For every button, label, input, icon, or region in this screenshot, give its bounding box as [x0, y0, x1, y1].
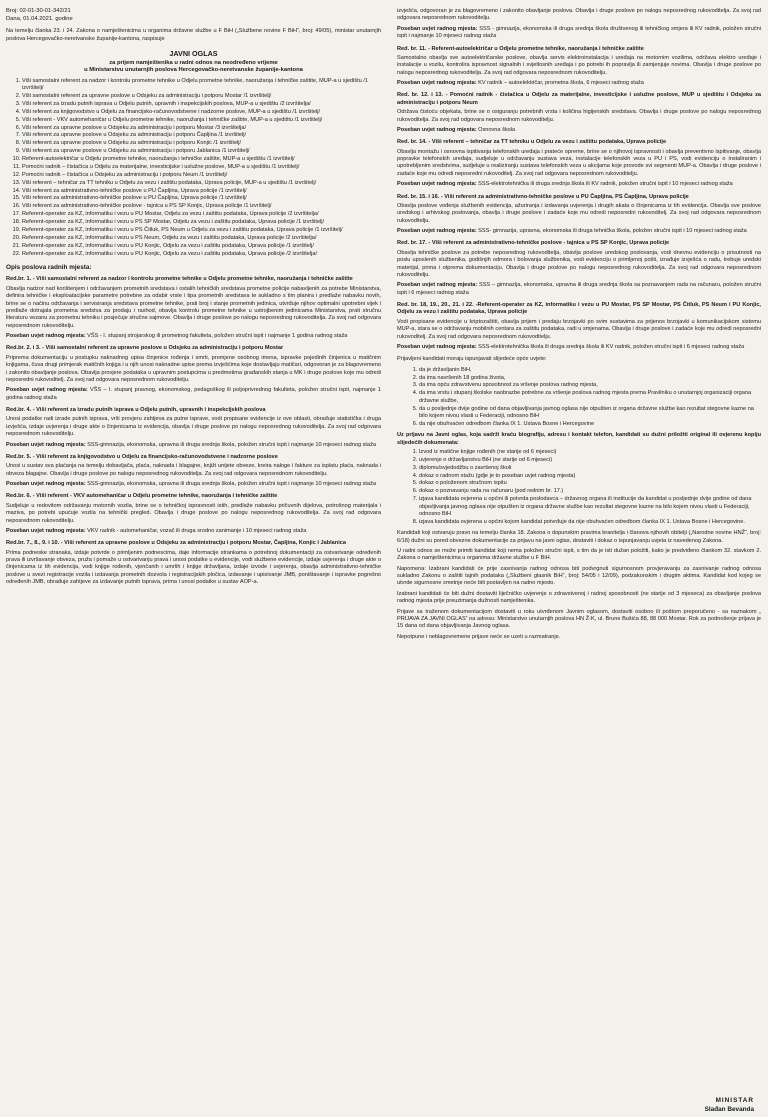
requirement-text: VŠS – I. stupanj pravnog, ekonomskog, pedagoškog ili poljoprivrednog fakulteta, položen stručni ispit, najmanje 1 godina radnog staža: [6, 387, 381, 401]
job-heading: Red.br. 6. - Viši referent - VKV automehaničar u Odjelu prometne tehnike, naoružanja i tehničke zaštite: [6, 493, 278, 500]
requirement-text: SSS-gimnazija, ekonomska, upravna ili druga srednja škola, položen stručni ispit i najmanje 10 mjeseci radnog staža: [87, 481, 376, 488]
position-item: 22. Referent-operater za KZ, informatiku i vezu u PU Konjic, Odjelu za vezu i zaštitu podataka, Uprava policije /2 izvršitelja/: [22, 251, 381, 258]
general-conditions-intro: Prijavljeni kandidati moraju ispunjavati slijedeće opće uvjete:: [397, 356, 547, 363]
job-body: Unosi podatke radi izrade putnih isprava, vrši provjeru zahtjeva za putne isprave, vodi propisane evidencije iz ove oblasti, obrađuje statistička i druga izvješća, izdaje uvjerenja i druge akte o činjenicama iz evidencija, obavlja i druge poslove po nalogu neposrednog rukovoditelja. Za svoj rad odgovara neposrednom rukovoditelju.: [6, 416, 381, 438]
position-item: 2. Viši samostalni referent za upravne poslove u Odsjeku za administraciju i potporu Mostar /1 izvršitelj/: [22, 93, 381, 100]
job-heading: Red. br. 12. i 13. - Pomoćni radnik - čistačica u Odjelu za materijalne, investicijske i uslužne poslove, MUP u sjedištu i Odsjeku za administraciju i potporu Neum: [397, 92, 761, 106]
document-item: 3. diplomu/svjedodžbu o završenoj školi: [419, 465, 761, 472]
job-description-block: [397, 240, 761, 297]
job-description-block: [397, 46, 761, 88]
reference-number: Broj: 02-01-30-01-342/21: [6, 8, 71, 14]
closing-paragraph: Izabrani kandidati će biti dužni dostaviti liječničko uvjerenje o zdravstvenoj i radnoj sposobnosti (ne starije od 3 mjeseca) za obavljanje poslova radnog mjesta prije preuzimanja dužnosti namještenika.: [397, 590, 761, 605]
job-requirement: [397, 127, 761, 134]
position-item: 8. Viši referent za upravne poslove u Odsjeku za administraciju i potporu Konjic /1 izvršitelj/: [22, 140, 381, 147]
position-item: 18. Referent-operater za KZ, informatiku i vezu u PS SP Mostar, Odjelu za vezu i zaštitu podataka, Uprava policije /1 izvršitelj/: [22, 219, 381, 226]
section-heading: Opis poslova radnih mjesta:: [6, 263, 92, 271]
document-item: 4. dokaz o radnom stažu (gdje je to poseban uvjet radnog mjesta): [419, 473, 761, 480]
position-item: 21. Referent-operater za KZ, informatiku i vezu u PU Konjic, Odjelu za vezu i zaštitu podataka, Uprava policije /1 izvršitelj/: [22, 243, 381, 250]
document-item: 1. Izvod iz matične knjige rođenih (ne starije od 6 mjeseci): [419, 449, 761, 456]
requirement-text: SSS - gimnazija, ekonomska ili druga srednja škola društvenog ili tehničkog smjera ili KV radnik, položen stručni ispit i najmanje 10 mjeseci radnog staža: [397, 25, 761, 40]
position-item: 19. Referent-operater za KZ, informatiku i vezu u PS Čitluk, PS Neum u Odjelu za vezu i zaštitu podataka, Uprava policije /1 izvršitelj/: [22, 227, 381, 234]
requirement-text: VKV radnik - automehaničar, vozač ili druga srodno zanimanje i 10 mjeseci radnog staža: [87, 527, 307, 534]
job-requirement: [397, 344, 761, 351]
job-body: Priprema dokumentaciju u postupku naknadnog upisa činjenice rođenja i smrti, promjene osobnog imena, ispravke pojedinih činjenica u matičnim knjigama, čuva drugi primjerak matičnih knjiga i u njih unosi naknadne upise prema izvješćima koje dostavljaju matičari, odgovoran je za blagovremeno i zakonito obavljanje poslova. Obavlja provjere podataka u upravnim postupcima u predmetima građanskih stanja u MK i druge poslove koje mu odredi neposredni rukovoditelj. Za svoj rad odgovara neposrednom rukovoditelju.: [6, 354, 381, 383]
requirement-text: SSS-elektrotehnička ili druga srednja škola ili KV radnik, položen stručni ispit i 10 mjeseci radnog staža: [478, 181, 733, 188]
position-item: 17. Referent-operater za KZ, informatiku i vezu u PU Mostar, Odjelu za vezu i zaštitu podataka, Uprava policije /2 izvršitelja/: [22, 211, 381, 218]
document-subtitle-2: u Ministarstvu unutarnjih poslova Hercegovačko-neretvanske županije-kantona: [84, 67, 303, 74]
position-item: 13. Viši referent – tehničar za TT tehniku u Odjelu za vezu i zaštitu podataka, Uprava policije, MUP-a u sjedištu /1 izvršitelj/: [22, 180, 381, 187]
job-body: Sudjeluje u redovitom održavanju motornih vozila, brine se o tehničkoj ispravnosti istih, predlaže nabavku pričuvnih dijelova, potrošnog materijala i maziva, po potrebi upućuje vozila na tehnički pregled. Obavlja i druge poslove po nalogu neposrednog rukovoditelja. Za svoj rad odgovara neposrednom rukovoditelju.: [6, 502, 381, 524]
job-body: Vodi propisane evidencije u kriptozaštiti, obavlja prijem i predaju brzojavki po svim sustavima za prijenos brzojavki u komunikacijskom sistemu MUP-a, stara se o održavanju mobilnih centara za zaštitu podataka, radi u smjenama. Obavlja i druge poslove i zadaće koje mu odredi neposredni rukovoditelj. Za svoj rad odgovara neposrednom rukovoditelju.: [397, 318, 761, 340]
job-requirement: [6, 528, 381, 535]
document-item: 7. izjava kandidata ovjerena u općini ili potvrda poslodavca – državnog organa ili institucije da kandidat u posljednje dvije godine od dana objavljivanja javnog oglasa nije otpušten iz organa državne službe kao rezultat stegovne kazne na bilo kojem nivou vlasti u Federaciji, odnosno BiH: [419, 496, 761, 518]
job-heading: Red. br. 15. i 16. - Viši referent za administrativno-tehničke poslove u PU Čapljina, PS Čapljina, Uprava policije: [397, 193, 689, 200]
job-body: Prima podneske stranaka, izdaje potvrde o primljenim podnescima, daje informacije strankama o potrebnoj dokumentaciji za ostvarivanje određenih prava ili izvršavanje obveza, pruža i pomaže u ostvarivanju prava i unosi podatke u evidencije, vodi službene evidencije, izdaje uvjerenja i druge akte o činjenicama iz tih evidencija, vodi knjige rođenih, vjenčanih i umrlih i knjige državljana, izdaje izvode i uvjerenja, obavlja administrativno-tehničke poslove u svezi registracije vozila i izdavanja prometnih dozvola i registracijskih pločica, izdavanje i upisivanje JMB, poništavanje i ispravke pogrešno određenih JMB, obrađuje zahtjeve za izdavanje putnih isprava, prima i unosi podatke u sustav AOP-a.: [6, 549, 381, 586]
position-item: 14. Viši referent za administrativno-tehničke poslove u PU Čapljina, Uprava policije /1 izvršitelj/: [22, 188, 381, 195]
position-item: 7. Viši referent za upravne poslove u Odsjeku za administraciju i potporu Čapljina /1 izvršitelj/: [22, 132, 381, 139]
positions-list: [6, 78, 381, 258]
job-requirement: [6, 387, 381, 402]
position-item: 12. Pomoćni radnik – čistačica u Odsjeku za administraciju i potporu Neum /1 izvršitelj/: [22, 172, 381, 179]
requirement-label: Poseban uvjet radnog mjesta:: [397, 181, 477, 188]
job-description-block: [6, 493, 381, 535]
requirement-text: SSS – gimnazija, ekonomska, upravna ili druga srednja škola sa poznavanjem rada na računaru, položen stručni ispit i 6 mjeseci radnog staža: [397, 282, 761, 296]
requirement-label: Poseban uvjet radnog mjesta:: [397, 126, 477, 133]
condition-item: 6. da nije obuhvaćen odredbom članka IX 1. Ustava Bosne i Hercegovine: [419, 421, 761, 428]
requirement-label: Poseban uvjet radnog mjesta:: [6, 441, 86, 448]
job-requirement: [397, 80, 761, 87]
job-body: Obavlja montažu i osnovna ispitivanja telefonskih uređaja i pratećе opreme, brine se o njihovoj ispravnosti i obavlja preventivno ispitivanje, obavlja popravke telefonskih uređaja, sudjeluje u održavanju sustava veza, instalacije telefonskih veza u PU i PS, vodi evidenciju o instaliranim i upotrebljenim sredstvima, sudjeluje u realiziranju sustava telefonskih veza u akcijama koje provode svi segmenti MUP-a. Obavlja i druge poslove i zadaće koje mu odredi neposredni rukovoditelj. Za svoj rad odgovara neposrednom rukovoditelju.: [397, 148, 761, 177]
position-item: 3. Viši referent za izradu putnih isprava u Odjelu putnih, upravnih i inspekcijskih poslova, MUP-a u sjedištu /2 izvršitelja/: [22, 101, 381, 108]
condition-item: 1. da je državljanin BiH,: [419, 367, 761, 374]
job-requirement: [6, 333, 381, 340]
continued-paragraph: izvješća, odgovoran je za blagovremeno i zakonito obavljanje poslova. Obavlja i druge poslove po nalogu neposrednog rukovoditelja. Za svoj rad odgovara neposrednom rukovoditelju.: [397, 8, 761, 22]
requirement-text: SSS- gimnazija, upravna, ekonomska ili druga tehnička škola, položen stručni ispit i 10 mjeseci radnog staža: [478, 228, 747, 234]
requirement-label: Poseban uvjet radnog mjesta:: [397, 25, 478, 32]
position-item: 6. Viši referent za upravne poslove u Odsjeku za administraciju i potporu Mostar /3 izvršitelja/: [22, 125, 381, 132]
job-heading: Red.br. 1. - Viši samostalni referent za nadzor i kontrolu prometne tehnike u Odjelu prometne tehnike, naoružanja i tehničke zaštite: [6, 276, 353, 283]
position-item: 9. Viši referent za upravne poslove u Odsjeku za administraciju i potporu Jablanica /1 izvršitelj/: [22, 148, 381, 155]
documents-list: [397, 449, 761, 526]
job-body: Samostalno obavlja sve autoelektričarske poslove, obavlja servis elektroinstalacija i uređaja na motornim vozilima, održava elektro uređaje i instalacije u vozilu, kontrolira ispravnost signalnih i svjetlosnih uređaja i po potrebi ih popravlja ili zamjenjuje novima. Obavlja i druge poslove po nalogu neposrednog rukovoditelja. Za svoj rad odgovara neposrednom rukovoditelju.: [397, 54, 761, 76]
job-description-block: [6, 345, 381, 402]
condition-item: 5. da u posljednje dvije godine od dana objavljivanja javnog oglasa nije otpušten iz organa državne službe kao rezultat stegovne kazne na bilo kojem nivou vlasti u Federaciji, odnosno BiH: [419, 406, 761, 421]
document-item: 2. uvjerenje o državljanstvu BiH (ne starije od 6 mjeseci): [419, 457, 761, 464]
condition-item: 3. da ima opću zdravstvenu sposobnost za vršenje poslova radnog mjesta,: [419, 382, 761, 389]
job-description-block: [397, 92, 761, 134]
requirement-label: Poseban uvjet radnog mjesta:: [397, 228, 477, 234]
job-heading: Red. br. 18, 19., 20., 21. i 22. -Referent-operater za KZ, informatiku i vezu u PU Mostar, PS SP Mostar, PS Čitluk, PS Neum i PU Konjic, Odjelu za vezu i zaštitu podataka, Uprava policije: [397, 302, 761, 316]
position-item: 4. Viši referent za knjigovodstvo u Odjelu za financijsko-računovodstvene i nadzorne poslove, MUP-a u sjedištu /1 izvršitelj/: [22, 109, 381, 116]
document-item: 5. dokaz o položenom stručnom ispitu: [419, 480, 761, 487]
position-item: 11. Pomoćni radnik – čistačica u Odjelu za materijalne, investicijske i uslužne poslove, MUP-a u sjedištu /1 izvršitelj/: [22, 164, 381, 171]
closing-paragraph: U radni odnos se može primiti kandidat koji nema položen stručni ispit, s tim da je isti dužan položiti, kako je predviđeno člankom 32. stavkom 2. Zakona o namještenicima u organima državne službe u F BiH.: [397, 547, 761, 562]
condition-item: 4. da ima vrstu i stupanj školske naobrazbe potrebne za vršenje poslova radnog mjesta prema Pravilniku o unutarnjoj organizaciji organa državne službe,: [419, 390, 761, 405]
job-body: Obavlja tehničke poslove za potrebe neposrednog rukovoditelja, obavlja poslove uredskog poslovanja, vodi dnevnu evidenciju o prisutnosti na poslu uposlenih službenika, godišnjih odmora i bolovanja službenika, vodi evidenciju o primljenoj pošti, izrađuje izvješća o radu, trebuje uredski materijal, prima i otprema dokumentaciju. Obavlja i druge poslove po nalogu neposrednog rukovoditelja. Za svoj rad odgovara neposrednom rukovoditelju.: [397, 249, 761, 278]
job-heading: Red.br. 7., 8., 9. i 10. - Viši referent za upravne poslove u Odsjeku za administraciju i potporu Mostar, Čapljina, Konjic i Jablanica: [6, 540, 346, 547]
job-requirement: [6, 442, 381, 449]
documents-intro: Uz prijavu na Javni oglas, koja sadrži kraću biografiju, adresu i kontakt telefon, kandidati su dužni priložiti original ili ovjerenu kopiju slijedećih dokumenata:: [397, 432, 761, 446]
requirement-label: Poseban uvjet radnog mjesta:: [6, 527, 86, 534]
job-heading: Red.br. 2. i 3. - Viši samostalni referent za upravne poslove u Odsjeku za administraciju i potporu Mostar: [6, 345, 284, 352]
document-title: JAVNI OGLAS: [169, 49, 218, 59]
position-item: 20. Referent-operater za KZ, informatiku i vezu u PS Neum, Odjelu za vezu i zaštitu podataka, Uprava policije /2 izvršitelja/: [22, 235, 381, 242]
job-description-block: [6, 276, 381, 340]
job-body: Obavlja poslove vođenja službenih evidencija, ažuriranja i izdavanja uvjerenja i drugih akata o činjenicama iz tih evidencija. Obavlja sve poslove uredskog i arhivskog poslovanja, obavlja i druge poslove i zadaće koje mu odredi neposredni rukovoditelj. Za svoj rad odgovara neposrednom rukovoditelju.: [397, 202, 761, 224]
job-description-block: [397, 302, 761, 351]
job-requirement: [397, 26, 761, 41]
job-description-block: [6, 540, 381, 586]
closing-paragraph: Prijave sa traženom dokumentacijom dostaviti u roku utvrđenom Javnim oglasom, dostaviti osobno ili poštom preporučeno - sa naznakom „ PRIJAVA ZA JAVNI OGLAS“ na adresu: Ministarstvo unutarnjih poslova HN Ž-K, ul. Brune Bušića 88, 88 000 Mostar. Rok za podnošenje prijava je 15 dana od dana objavljivanja Javnog oglasa.: [397, 608, 761, 630]
job-requirement: [397, 181, 761, 188]
requirement-text: Osnovna škola: [478, 126, 516, 133]
requirement-label: Poseban uvjet radnog mjesta:: [6, 387, 88, 394]
job-description-block: [397, 194, 761, 236]
left-column: [6, 8, 381, 1091]
job-description-block: [6, 454, 381, 489]
requirement-label: Poseban uvjet radnog mjesta:: [397, 282, 478, 289]
requirement-label: Poseban uvjet radnog mjesta:: [397, 343, 477, 350]
position-item: 15. Viši referent za administrativno-tehničke poslove u PU Čapljina, Uprava policije /1 izvršitelj/: [22, 195, 381, 202]
job-body: Obavlja nadzor nad korištenjem i održavanjem prometnih sredstava i ostalih tehničkih sredstava prometne policije nabavljenih za potrebe Ministarstva, definira tehničke i eksploatacijske parametre potrebne za odabir vrste i tipa prometnih sredstava te sukladno s tim planira i predlaže nabavku novih, brine se o načinu održavanja i servisiranja sredstava prometne tehnike, prati broj i stanje prometnih jedinica, utvrđuje njihov optimalni upotrebni vijek i predlaže dotrajala prometna sredstva za prodaju i rashod, obavlja kontrolu prometne tehnike u ustrojbenim jedinicama Ministarstva, prati stručnu literaturu vezanu za prometnu tehniku i posjećuje stručne sajmove. Obavlja i druge poslove po nalogu neposrednog rukovoditelja. Za svoj rad odgovara neposrednom rukovoditelju.: [6, 285, 381, 329]
requirement-label: Poseban uvjet radnog mjesta:: [397, 80, 477, 86]
closing-paragraph: Napomena: Izabrani kandidati će prije zasnivanja radnog odnosa biti podvrgnuti sigurnosnom provjeravanju za zasnivanje radnog odnosa sukladno Zakonu o zaštiti tajnih podataka („Službeni glasnik BiH“, broj: 54/05 i 12/09), podzakonskim i drugim aktima. Kandidat kod kojeg se utvrde sigurnosne smetnje neće biti postavljen na radno mjesto.: [397, 565, 761, 587]
requirement-label: Poseban uvjet radnog mjesta:: [6, 481, 86, 488]
requirement-text: SSS-elektrotehnička škola ili druga srednja škola ili KV radnik, položen stručni ispit i 6 mjeseci radnog staža: [478, 343, 745, 350]
general-conditions-list: [397, 367, 761, 429]
job-heading: Red. br. 14. - Viši referent – tehničar za TT tehniku u Odjelu za vezu i zaštitu podataka, Uprava policije: [397, 139, 667, 146]
position-item: 10. Referent-autoelektričar u Odjelu prometne tehnike, naoružanja i tehničke zaštite, MUP-a u sjedištu /1 izvršitelj/: [22, 156, 381, 163]
requirement-label: Poseban uvjet radnog mjesta:: [6, 333, 86, 340]
intro-paragraph: Na temelju članka 23. i 24. Zakona o namještenicima u organima državne službe u F BiH („Službene novine F BiH“, broj: 49/05), ministar unutarnjih poslova Hercegovačko-neretvanske županije-kantona, raspisuje: [6, 28, 381, 42]
position-item: 5. Viši referent - VKV automehaničar u Odjelu prometne tehnike, naoružanja i tehničke zaštite, MUP-a u sjedištu /1 izvršitelj/: [22, 117, 381, 124]
job-heading: Red. br. 11. - Referent-autoelektričar u Odjelu prometne tehnike, naoružanja i tehničke zaštite: [397, 45, 644, 52]
document-date: Dana, 01.04.2021. godine: [6, 15, 73, 22]
job-heading: Red. br. 17. - Viši referent za administrativno-tehničke poslove - tajnica u PS SP Konjic, Uprava policije: [397, 240, 670, 247]
job-body: Unosi u sustav sva plaćanja na temelju dobavljača, plaća, naknada i blagajne, knjiži unijete obveze, kreira naloge i fakture za isplatu plaća, naknada i obveza blagajne. Obavlja i druge poslove po nalogu neposrednog rukovoditelja. Za svoj rad odgovara neposrednom rukovoditelju.: [6, 463, 381, 477]
job-requirement: [397, 228, 761, 235]
job-body: Održava čistoću objekata, brine se o osiguranju potrebnih vrsta i količina higijenskih sredstava. Obavlja i druge poslove po nalogu neposrednog rukovoditelja. Za svoj rad odgovara neposrednom rukovoditelju.: [397, 109, 761, 123]
job-requirement: [397, 282, 761, 297]
job-description-block: [6, 407, 381, 449]
document-item: 6. dokaz o poznavanju rada na računaru (pod rednim br. 17.): [419, 488, 761, 495]
job-requirement: [6, 481, 381, 488]
right-column: [397, 8, 761, 1091]
closing-paragraph: Nepotpune i neblagovremene prijave neće se uzeti u razmatranje.: [397, 633, 561, 640]
job-heading: Red.br. 4. - Viši referent za izradu putnih isprava u Odjelu putnih, upravnih i inspekcijskih poslova: [6, 407, 266, 414]
condition-item: 2. da ima navršenih 18 godina života,: [419, 375, 761, 382]
requirement-text: VŠS - I. stupanj strojarskog ili prometnog fakulteta, položen stručni ispit i najmanje 1 godina radnog staža: [87, 333, 348, 340]
position-item: 16. Viši referent za administrativno-tehničke poslove - tajnica u PS SP Konjic, Uprava policije /1 izvršitelj/: [22, 203, 381, 210]
signature-title: MINISTAR: [715, 1096, 754, 1104]
closing-paragraph: Kandidati koji ostvaruju pravo na temelju članka 18. Zakona o dopunskim pravima branitelja i članova njihovih obitelji („Narodne novine HNŽ“, broj: 6/18) dužni su pored obvezne dokumentacije za prijavu na javni oglas, dostaviti i dokaz o ispunjavanju uvjeta iz navedenog Zakona.: [397, 530, 761, 544]
position-item: 1. Viši samostalni referent za nadzor i kontrolu prometne tehnike u Odjelu prometne tehnike, naoružanja i tehničke zaštite, MUP-a u sjedištu /1 izvršitelj/: [22, 78, 381, 93]
job-description-block: [397, 139, 761, 188]
requirement-text: SSS-gimnazija, ekonomska, upravna ili druga srednja škola, položen stručni ispit i najmanje 10 mjeseci radnog staža: [87, 441, 376, 448]
requirement-text: KV radnik – autoelektričar, prometna škola, 6 mjeseci radnog staža: [478, 80, 644, 86]
signature-name: Slađan Bevanda: [704, 1105, 754, 1113]
document-item: 8. izjava kandidata ovjerena u općini kojom kandidat potvrđuje da nije obuhvaćen odredbom članka IX 1. Ustava Bosne i Hercegovine.: [419, 519, 761, 526]
document-subtitle-1: za prijem namještenika u radni odnos na neodređeno vrijeme: [109, 59, 278, 66]
job-heading: Red.br. 5. - Viši referent za knjigovodstvo u Odjelu za financijsko-računovodstvene i nadzorne poslove: [6, 453, 278, 460]
